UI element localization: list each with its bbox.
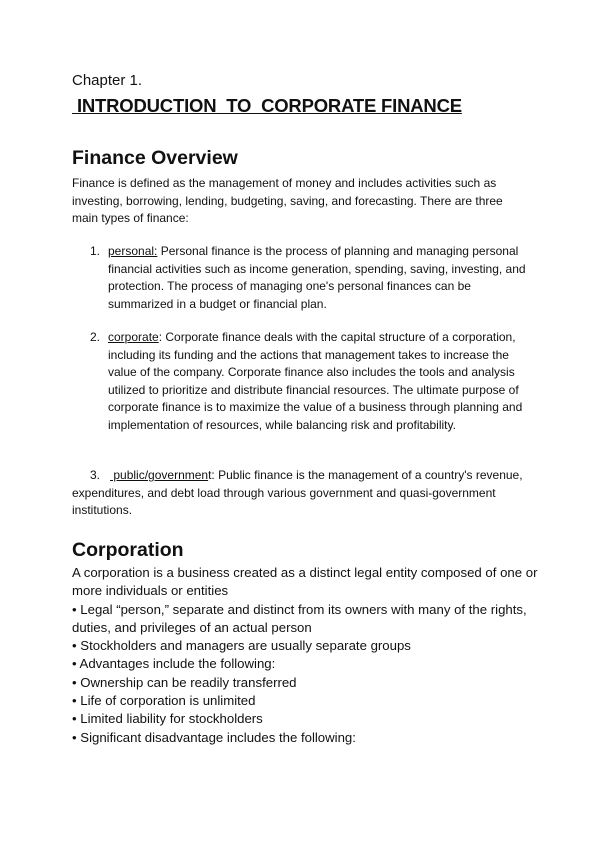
corporation-bullet: • Advantages include the following: — [72, 656, 276, 672]
list-number: 2. — [90, 330, 101, 344]
corporation-intro: A corporation is a business created as a distinct legal entity composed of one or more individuals or entities — [72, 565, 538, 599]
list-number: 1. — [90, 244, 101, 258]
finance-overview-heading: Finance Overview — [72, 147, 238, 169]
finance-type-term: corporate — [108, 330, 159, 344]
finance-type-description: : Corporate finance deals with the capital structure of a corporation, including its funding and the actions that management takes to increase the value of the company. Corporate finance also includes the tools and analysis utilized to prioritize and distribute financial resources. The ultimate purpose of corporate finance is to maximize the value of a business through planning and implementation of resources, while balancing risk and profitability. — [108, 330, 523, 432]
chapter-label: Chapter 1. — [72, 72, 143, 89]
corporation-heading: Corporation — [72, 539, 184, 561]
finance-type-description: t: Public finance is the management of a country's revenue, expenditures, and debt load through various government and quasi-government institutions. — [72, 468, 523, 517]
finance-type-term: public/governmen — [110, 468, 209, 482]
finance-type-item-public — [72, 467, 532, 520]
finance-type-item-personal — [90, 243, 528, 313]
finance-type-term: personal: — [108, 244, 158, 258]
corporation-bullet: • Life of corporation is unlimited — [72, 693, 256, 709]
corporation-bullet: • Stockholders and managers are usually separate groups — [72, 638, 411, 654]
corporation-body — [72, 564, 542, 747]
finance-type-description: Personal finance is the process of planning and managing personal financial activities such as income generation, spending, saving, investing, and protection. The process of managing one's personal finances can be summarized in a budget or financial plan. — [108, 244, 526, 311]
document-title: INTRODUCTION TO CORPORATE FINANCE — [72, 95, 462, 116]
finance-overview-intro: Finance is defined as the management of money and includes activities such as investing, borrowing, lending, budgeting, saving, and forecasting. There are three main types of finance: — [72, 176, 503, 225]
list-number: 3. — [90, 468, 101, 482]
corporation-bullet: • Legal “person,” separate and distinct from its owners with many of the rights, duties, and privileges of an actual person — [72, 601, 527, 635]
finance-type-item-corporate — [90, 329, 528, 434]
corporation-bullet: • Ownership can be readily transferred — [72, 674, 297, 690]
corporation-bullet: • Limited liability for stockholders — [72, 711, 263, 727]
corporation-bullet: • Significant disadvantage includes the following: — [72, 729, 356, 745]
